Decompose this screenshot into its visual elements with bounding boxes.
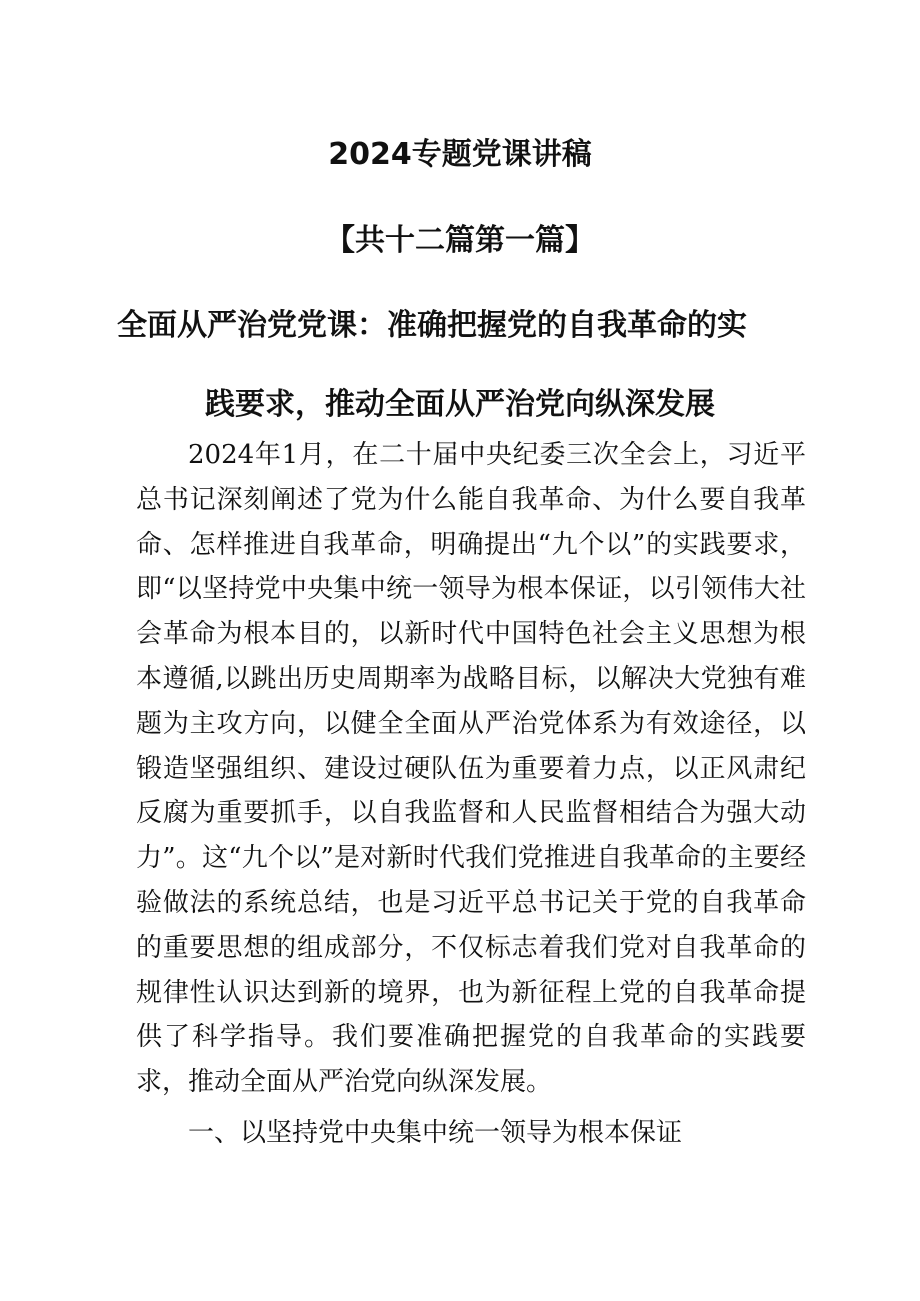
series-label: 【共十二篇第一篇】 — [325, 223, 595, 258]
body-paragraph: 2024年1月，在二十届中央纪委三次全会上，习近平总书记深刻阐述了党为什么能自我革命、为什么要自我革命、怎样推进自我革命，明确提出“九个以”的实践要求，即“以坚持党中央集中统一领导为根本保证，以引领伟大社会革命为根本目的，以新时代中国特色社会主义思想为根本遵循,以跳出历史周期率为战略目标，以解决大党独有难题为主攻方向，以健全全面从严治党体系为有效途径，以锻造坚强组织、建设过硬队伍为重要着力点，以正风肃纪反腐为重要抓手，以自我监督和人民监督相结合为强大动力”。这“九个以”是对新时代我们党推进自我革命的主要经验做法的系统总结，也是习近平总书记关于党的自我革命的重要思想的组成部分，不仅标志着我们党对自我革命的规律性认识达到新的境界，也为新征程上党的自我革命提供了科学指导。我们要准确把握党的自我革命的实践要求，推动全面从严治党向纵深发展。 — [136, 440, 806, 1098]
document-title: 2024专题党课讲稿 — [328, 137, 592, 172]
article-title-line-1: 全面从严治党党课：准确把握党的自我革命的实 — [117, 308, 747, 343]
article-title-line-2: 践要求，推动全面从严治党向纵深发展 — [205, 387, 715, 422]
section-heading: 一、以坚持党中央集中统一领导为根本保证 — [188, 1118, 683, 1148]
